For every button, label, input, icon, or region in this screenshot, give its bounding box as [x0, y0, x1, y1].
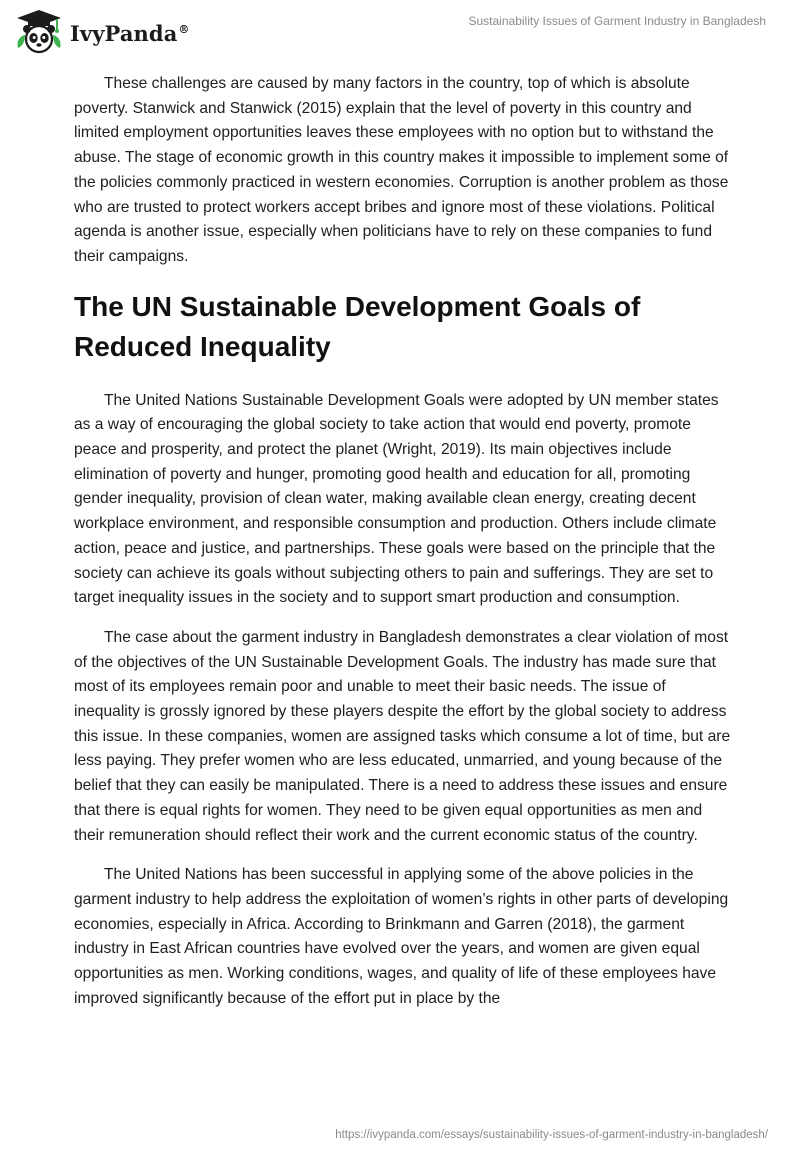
page-header [0, 0, 800, 64]
paragraph: The case about the garment industry in Bangladesh demonstrates a clear violation of most of the objectives of the UN Sustainable Development Goals. The industry has made sure that most of its employees remain poor and unable to meet their basic needs. The issue of inequality is grossly ignored by these players despite the effort by the global society to address this issue. In these companies, women are assigned tasks which consume a lot of time, but are less paying. They prefer women who are less educated, unmarried, and young because of the belief that they can easily be manipulated. There is a need to address these issues and ensure that there is equal rights for women. They need to be given equal opportunities as men and their remuneration should reflect their work and the current economic status of the country. [74, 628, 731, 844]
paragraph: The United Nations has been successful in applying some of the above policies in the garment industry to help address the exploitation of women’s rights in other parts of developing economies, especially in Africa. According to Brinkmann and Garren (2018), the garment industry in East African countries have evolved over the years, and women are given equal opportunities as men. Working conditions, wages, and quality of life of these employees have improved significantly because of the effort put in place by the [74, 866, 729, 1007]
paragraph: These challenges are caused by many factors in the country, top of which is absolute poverty. Stanwick and Stanwick (2015) explain that the level of poverty in this country and limited employment opportunities leaves these employees with no option but to withstand the abuse. The stage of economic growth in this country makes it impossible to implement some of the policies commonly practiced in western economies. Corruption is another problem as those who are trusted to protect workers accept bribes and ignore most of these violations. Political agenda is another issue, especially when politicians have to rely on these companies to fund their campaigns. [74, 75, 729, 265]
ivypanda-logo[interactable] [14, 8, 190, 56]
paragraph: The United Nations Sustainable Development Goals were adopted by UN member states as a way of encouraging the global society to take action that would end poverty, promote peace and prosperity, and protect the planet (Wright, 2019). Its main objectives include elimination of poverty and hunger, promoting good health and education for all, promoting gender inequality, provision of clean water, making available clean energy, creating decent workplace environment, and responsible consumption and production. Others include climate action, peace and justice, and partnerships. These goals were based on the principle that the society can achieve its goals without subjecting others to pain and sufferings. They are set to target inequality issues in the society and to support smart production and consumption. [74, 391, 719, 607]
article-body [74, 72, 734, 1027]
panda-graduate-icon [14, 8, 64, 56]
section-heading: The UN Sustainable Development Goals of Reduced Inequality [74, 290, 641, 362]
document-title: Sustainability Issues of Garment Industry in Bangladesh [468, 14, 766, 28]
source-url[interactable]: https://ivypanda.com/essays/sustainability-issues-of-garment-industry-in-bangladesh/ [335, 1129, 768, 1141]
brand-name: IvyPanda® [70, 20, 190, 46]
